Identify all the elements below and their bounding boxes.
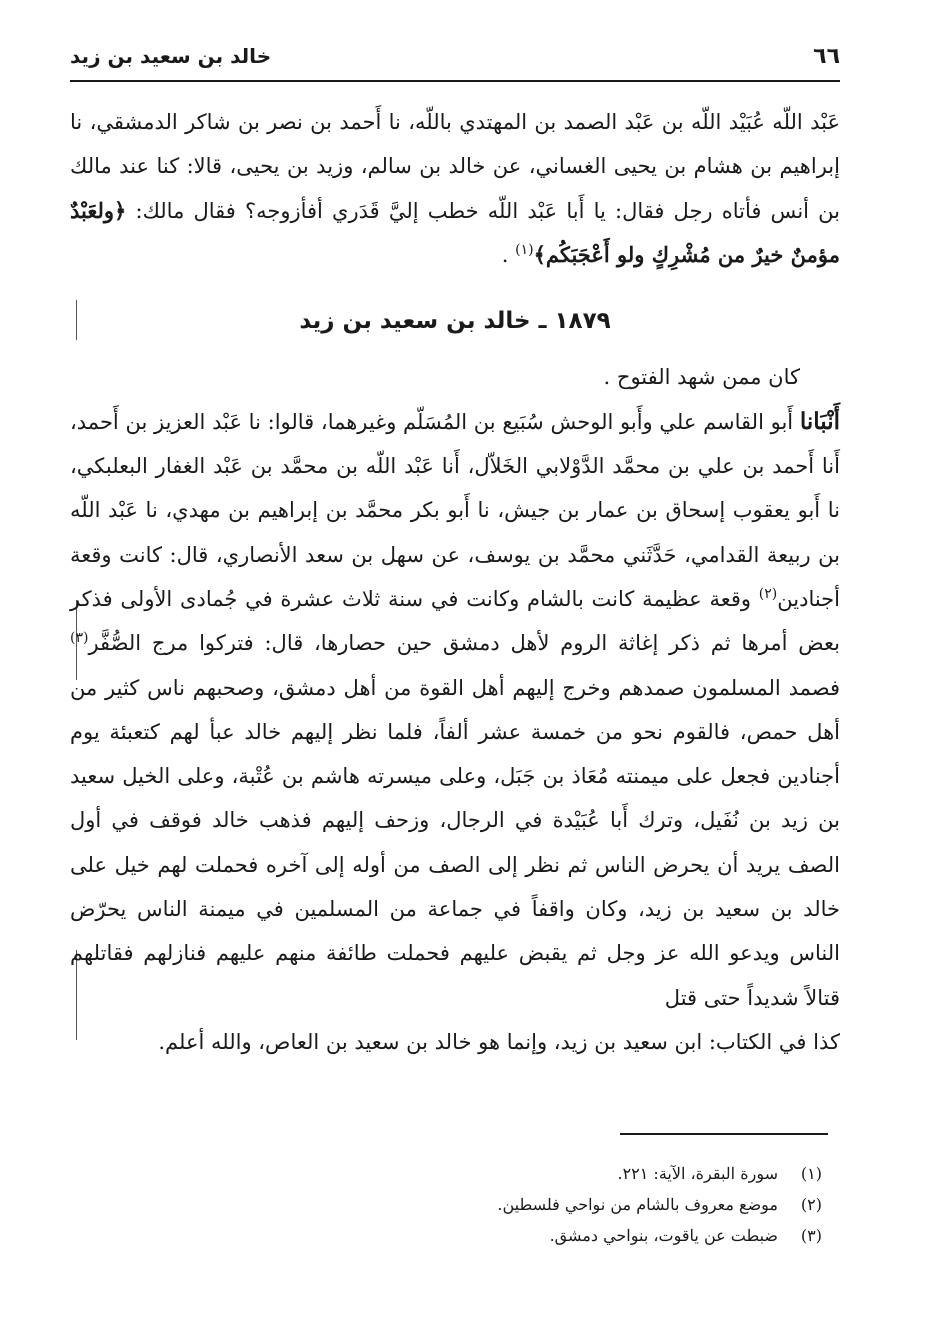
footnotes bbox=[70, 1158, 822, 1251]
entry-intro: كان ممن شهد الفتوح . bbox=[603, 365, 800, 390]
footnote-ref-1: (١) bbox=[515, 241, 534, 258]
editor-note: كذا في الكتاب: ابن سعيد بن زيد، وإنما هو خالد بن سعيد بن العاص، والله أعلم. bbox=[158, 1029, 840, 1054]
isnad-text-2: وقعة عظيمة كانت بالشام وكانت في سنة ثلاث عشرة في جُمادى الأولى فذكر بعض أمرها ثم ذكر إغاثة الروم لأهل دمشق حين حصارها، قال: فتركوا مرج الصُّفَّر bbox=[70, 586, 840, 656]
footnote-ref-2: (٢) bbox=[758, 585, 778, 602]
footnote-ref-3: (٣) bbox=[70, 630, 89, 647]
isnad-paragraph bbox=[70, 400, 840, 1020]
running-title: خالد بن سعيد بن زيد bbox=[70, 44, 272, 68]
quran-verse: ﴿ولعَبْدٌ مؤمنٌ خيرٌ من مُشْرِكٍ ولو أَعْجَبَكُم﴾ bbox=[70, 197, 840, 267]
footnote bbox=[70, 1158, 822, 1189]
page-number: ٦٦ bbox=[813, 44, 840, 69]
previous-entry-paragraph bbox=[70, 100, 840, 277]
footnote-number: (١) bbox=[800, 1164, 822, 1183]
isnad-text-3: فصمد المسلمون صمدهم وخرج إليهم أهل القوة من أهل دمشق، وصحبهم ناس كثير من أهل حمص، فالقوم نحو من خمسة عشر ألفاً، فلما نظر إليهم خالد عبأ لهم كتعبئة يوم أجنادين فجعل على ميمنته مُعَاذ بن جَبَل، وعلى ميسرته هاشم بن عُتْبة، وعلى الخيل سعيد بن زيد بن نُفَيل، وترك أَبا عُبَيْدة في الرجال، وزحف إليهم فذهب خالد فوقف في أول الصف يريد أن يحرض الناس ثم نظر إلى الصف من أوله إلى آخره فحملت لهم خيل على خالد بن سعيد بن زيد، وكان واقفاً في جماعة من المسلمين في ميمنة الناس يحرّض الناس ويدعو الله عز وجل ثم يقبض عليهم فحملت طائفة منهم عليهم فنازلهم فقاتلهم قتالاً شديداً حتى قتل bbox=[70, 675, 840, 1010]
footnote bbox=[70, 1189, 822, 1220]
entry-heading: ١٨٧٩ ـ خالد بن سعيد بن زيد bbox=[299, 308, 611, 335]
running-header bbox=[70, 40, 840, 76]
isnad-lead-word: أَنْبَانا bbox=[799, 407, 841, 435]
header-rule bbox=[70, 80, 840, 82]
previous-entry-end: . bbox=[501, 242, 516, 267]
previous-entry-text: عَبْد اللّه عُبَيْد اللّه بن عَبْد الصمد بن المهتدي باللّه، نا أَحمد بن نصر بن شاكر الدمشقي، نا إبراهيم بن هشام بن يحيى الغساني، عن خالد بن سالم، وزيد بن يحيى، قالا: كنا عند مالك بن أنس فأتاه رجل فقال: يا أَبا عَبْد اللّه خطب إليَّ قَدَري أفأزوجه؟ فقال مالك: bbox=[70, 110, 840, 223]
footnote-text: سورة البقرة، الآية: ٢٢١. bbox=[617, 1164, 778, 1183]
footnote-text: موضع معروف بالشام من نواحي فلسطين. bbox=[497, 1195, 778, 1214]
isnad-text-1: أَبو القاسم علي وأَبو الوحش سُبَيع بن المُسَلّم وغيرهما، قالوا: نا عَبْد العزيز بن أَحمد، أَنا أَحمد بن علي بن محمَّد الدَّوْلابي الخَلاّل، أَنا عَبْد اللّه بن محمَّد بن عَبْد الغفار البعلبكي، نا أَبو يعقوب إسحاق بن عمار بن جيش، نا أَبو بكر محمَّد بن إبراهيم بن مهدي، نا عَبْد اللّه بن ربيعة القدامي، حَدَّثَني محمَّد بن يوسف، عن سهل بن سعد الأنصاري، قال: كانت وقعة أجنادين bbox=[70, 409, 840, 611]
footnote bbox=[70, 1220, 822, 1251]
footnote-number: (٢) bbox=[800, 1195, 822, 1214]
footnote-text: ضبطت عن ياقوت، بنواحي دمشق. bbox=[549, 1226, 778, 1245]
footnote-rule bbox=[620, 1133, 828, 1135]
footnote-number: (٣) bbox=[800, 1226, 822, 1245]
main-text bbox=[70, 100, 840, 1064]
